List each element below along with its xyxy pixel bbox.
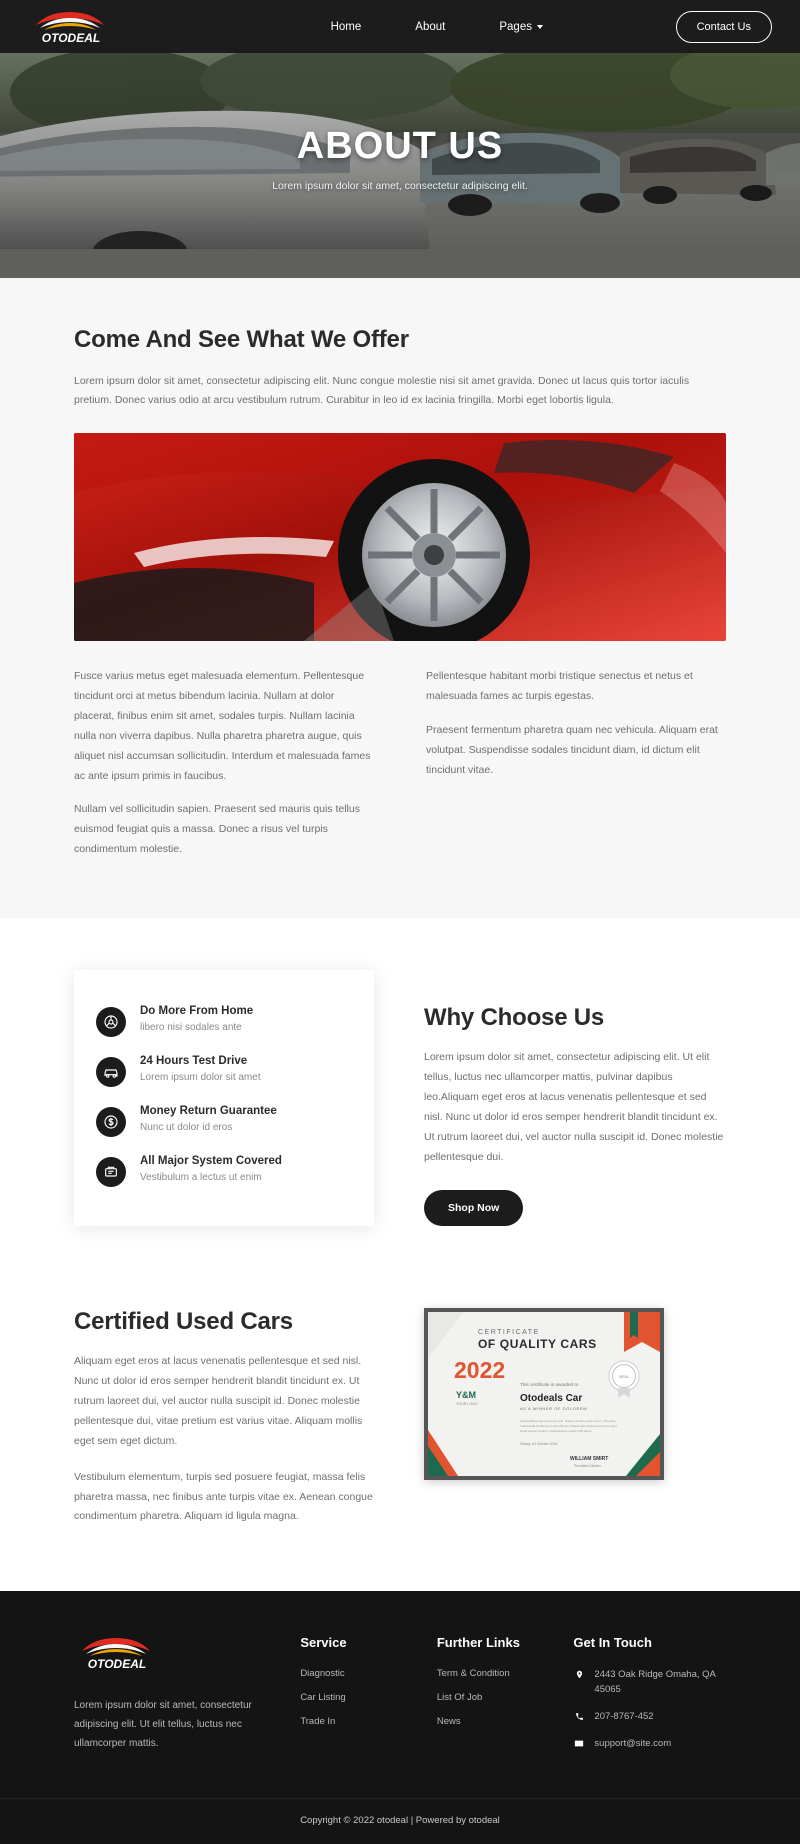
footer-link-news[interactable]: News: [436, 1716, 461, 1728]
logo-svg: [28, 9, 114, 45]
feature-title: Do More From Home: [140, 1005, 254, 1018]
certified-paragraph-2: Vestibulum elementum, turpis sed posuere feugiat, massa felis pharetra massa, nec finibus ante turpis vitae ex. Aenean congue condimentum pharetra. Aliquam id ligula magna.: [74, 1470, 373, 1523]
certificate-signature: WILLIAM SMIRT: [570, 1455, 609, 1462]
offer-lead-text: Lorem ipsum dolor sit amet, consectetur adipiscing elit. Nunc congue molestie nisi sit amet gravida. Donec ut lacus quis tortor iaculis pretium. Donec varius odio at arcu vestibulum rutrum. Curabitur in leo id ex lacinia fringilla. Morbi eget lobortis ligula.: [74, 375, 690, 407]
certified-heading: Certified Used Cars: [74, 1307, 293, 1335]
offer-right-paragraph-2: Praesent fermentum pharetra quam nec vehicula. Aliquam erat volutpat. Suspendisse sodales tincidunt diam, id dictum elit tincidunt vitae.: [426, 723, 718, 776]
certificate-column: [424, 1308, 726, 1528]
offer-left-column: [74, 667, 374, 860]
certified-paragraph-1: Aliquam eget eros at lacus venenatis pellentesque et sed nisl. Nunc ut dolor id eros semper hendrerit blandit tincidunt ex. Ut rutrum laoreet dui, vel auctor nulla suscipit id. Donec molestie pellentesque dui, vitae pretium est varius vitae. Aliquam mollis eget sem eget dictum.: [74, 1354, 363, 1447]
contact-phone-row[interactable]: [573, 1710, 726, 1724]
offer-left-paragraph-1: Fusce varius metus eget malesuada elementum. Pellentesque tincidunt orci at metus bibendum lacinia. Nullam at dolor placerat, finibus enim sit amet, sodales turpis. Nullam lacinia nulla non viverra dapibus. Nulla pharetra pharetra augue, quis aliquet nisl accumsan sollicitudin. Interdum et malesuada fames ac ante ipsum primis in faucibus.: [74, 669, 371, 782]
certified-text-column: [74, 1308, 374, 1528]
money-icon: [96, 1107, 126, 1137]
certificate-title: OF QUALITY CARS: [478, 1336, 597, 1351]
feature-desc: Vestibulum a lectus ut enim: [140, 1172, 262, 1184]
contact-phone-text: 207-8767-452: [594, 1710, 654, 1722]
car-icon: [96, 1057, 126, 1087]
hero-banner: [0, 53, 800, 278]
footer-link-list-of-job[interactable]: List Of Job: [436, 1692, 483, 1704]
hero-content: [0, 53, 800, 192]
footer-brand: [74, 1635, 264, 1764]
logo-mark: [28, 9, 114, 45]
offer-columns: [74, 667, 726, 860]
svg-text:SEAL: SEAL: [618, 1373, 630, 1379]
certificate-logo-sub: YOUR LOGO: [456, 1401, 478, 1406]
nav-item-home[interactable]: [331, 21, 362, 33]
footer-wrapper: [74, 1635, 726, 1764]
feature-item-do-more-from-home[interactable]: [96, 996, 352, 1046]
feature-item-24-hours-test-drive[interactable]: [96, 1046, 352, 1096]
feature-desc: Lorem ipsum dolor sit amet: [140, 1072, 261, 1084]
offer-heading: Come And See What We Offer: [74, 326, 409, 353]
footer-link-trade-in[interactable]: Trade In: [300, 1716, 336, 1728]
footer-heading-service: Service: [300, 1635, 347, 1651]
footer-heading-further-links: Further Links: [436, 1635, 520, 1651]
site-footer: [0, 1591, 800, 1844]
why-heading: Why Choose Us: [424, 1004, 605, 1032]
contact-address-text: 2443 Oak Ridge Omaha, QA 45065: [594, 1669, 716, 1695]
footer-column-further-links: [437, 1635, 538, 1764]
certificate-date: Sidney, 04 October 2016: [520, 1441, 558, 1446]
footer-logo-svg: [74, 1635, 160, 1671]
certificate-recipient-sub: AS A WINNER OF DOLOREM: [520, 1405, 588, 1411]
nav-item-pages[interactable]: [499, 21, 543, 33]
contact-us-button[interactable]: Contact Us: [676, 11, 772, 43]
engine-icon: [96, 1157, 126, 1187]
feature-desc: Nunc ut dolor id eros: [140, 1122, 233, 1134]
contact-email-row[interactable]: [573, 1737, 726, 1751]
footer-column-service: [300, 1635, 401, 1764]
why-text: Lorem ipsum dolor sit amet, consectetur adipiscing elit. Ut elit tellus, luctus nec ullamcorper mattis, pulvinar dapibus leo.Aliquam eget eros at lacus venenatis pellentesque et sed nisl. Nunc ut dolor id eros semper hendrerit blandit tincidunt ex. Ut rutrum laoreet dui, vel auctor nulla suscipit id. Donec molestie pellentesque dui.: [424, 1051, 724, 1163]
certificate-svg: [428, 1312, 660, 1476]
nav-item-pages-label: Pages: [499, 20, 532, 33]
footer-copyright: Copyright © 2022 otodeal | Powered by otodeal: [0, 1798, 800, 1844]
why-choose-us-section: [0, 918, 800, 1282]
contact-email-text: support@site.com: [594, 1738, 672, 1750]
feature-title: All Major System Covered: [140, 1155, 282, 1168]
certified-wrapper: [74, 1308, 726, 1528]
certificate-year: 2022: [454, 1356, 506, 1383]
feature-desc: libero nisi sodales ante: [140, 1022, 242, 1034]
certified-used-cars-section: [0, 1282, 800, 1592]
feature-item-money-return-guarantee[interactable]: [96, 1096, 352, 1146]
certificate-signature-title: President Director: [574, 1463, 602, 1468]
why-right-column: [424, 970, 726, 1226]
why-wrapper: [74, 970, 726, 1226]
offer-container: [74, 326, 726, 860]
location-pin-icon: [573, 1669, 585, 1680]
nav-links: [198, 21, 676, 33]
nav-item-about-label: About: [415, 20, 446, 33]
certificate-image: [424, 1308, 664, 1480]
certificate-logo: Y&M: [456, 1389, 476, 1400]
footer-logo-text: OTODEAL: [87, 1657, 147, 1672]
chevron-down-icon: [537, 25, 543, 29]
feature-item-all-major-system-covered[interactable]: [96, 1146, 352, 1196]
certificate-recipient: Otodeals Car: [520, 1392, 583, 1404]
brand-logo[interactable]: [28, 9, 178, 45]
offer-section: [0, 278, 800, 918]
offer-right-column: [426, 667, 726, 860]
feature-card: [74, 970, 374, 1226]
shop-now-button[interactable]: Shop Now: [424, 1190, 523, 1226]
mail-icon: [573, 1738, 585, 1749]
red-car-wheel-photo: [74, 433, 726, 641]
nav-item-about[interactable]: [415, 21, 445, 33]
steering-wheel-icon: [96, 1007, 126, 1037]
certificate-awarded-text: This certificate is awarded to: [520, 1381, 579, 1387]
footer-heading-get-in-touch: Get In Touch: [573, 1635, 652, 1651]
svg-text:ligula auctor pretium. Pellent: ligula auctor pretium. Pellentesque mattis nibh lacus.: [520, 1428, 593, 1433]
certificate-label: CERTIFICATE: [478, 1328, 540, 1336]
offer-left-paragraph-2: Nullam vel sollicitudin sapien. Praesent sed mauris quis tellus euismod feugiat quis a massa. Donec a risus vel turpis condimentum molestie.: [74, 803, 360, 856]
page-title: ABOUT US: [296, 125, 504, 167]
footer-logo[interactable]: [74, 1635, 264, 1676]
feature-title: 24 Hours Test Drive: [140, 1055, 248, 1068]
phone-icon: [573, 1711, 585, 1722]
svg-text:malesuada tincidunt leo dui ul: malesuada tincidunt leo dui ultricies. Maecenas consectetur lacus eget: [520, 1423, 617, 1428]
svg-text:Suspendisse eget posuere velit: Suspendisse eget posuere velit. Nullam at dolor enim lorem. Pharetra,: [520, 1418, 617, 1423]
logo-text: OTODEAL: [41, 30, 101, 45]
contact-address-row: [573, 1668, 726, 1697]
feature-title: Money Return Guarantee: [140, 1105, 277, 1118]
footer-link-term-condition[interactable]: Term & Condition: [436, 1668, 510, 1680]
footer-about-text: Lorem ipsum dolor sit amet, consectetur adipiscing elit. Ut elit tellus, luctus nec ullamcorper mattis.: [74, 1700, 252, 1750]
hero-subtitle: Lorem ipsum dolor sit amet, consectetur adipiscing elit.: [272, 180, 528, 192]
offer-image: [74, 433, 726, 641]
top-navbar: [0, 0, 800, 53]
footer-link-diagnostic[interactable]: Diagnostic: [300, 1668, 345, 1680]
offer-right-paragraph-1: Pellentesque habitant morbi tristique senectus et netus et malesuada fames ac turpis egestas.: [426, 669, 693, 702]
footer-link-car-listing[interactable]: Car Listing: [300, 1692, 346, 1704]
nav-item-home-label: Home: [330, 20, 362, 33]
footer-column-contact: [573, 1635, 726, 1764]
